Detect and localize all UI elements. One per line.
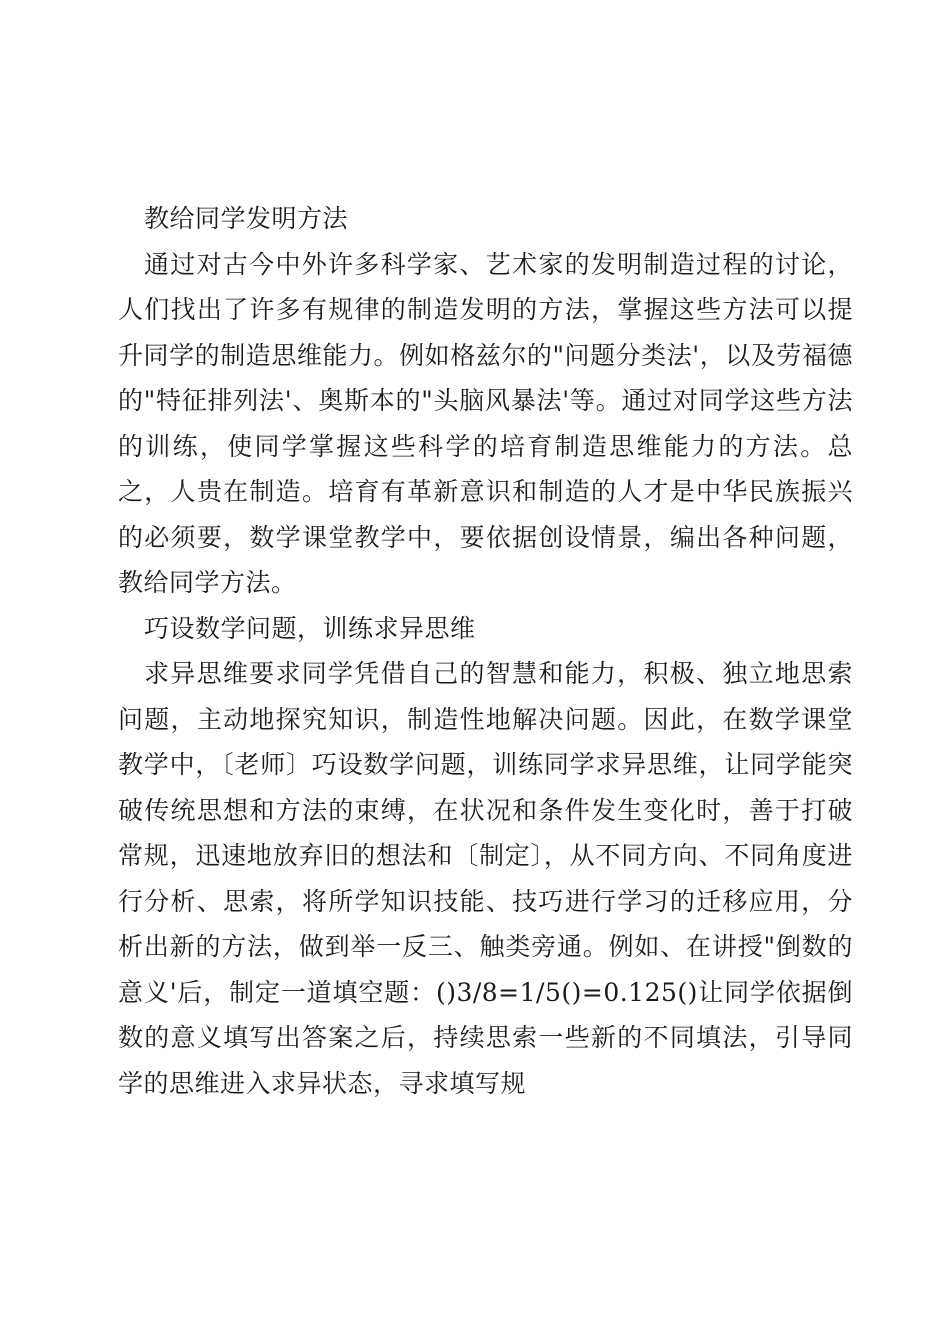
document-body (118, 196, 853, 1106)
section-heading-2: 巧设数学问题，训练求异思维 (144, 613, 476, 643)
section-heading-1: 教给同学发明方法 (144, 204, 349, 233)
section-paragraph-1: 通过对古今中外许多科学家、艺术家的发明制造过程的讨论，人们找出了许多有规律的制造发明的方法，掌握这些方法可以提升同学的制造思维能力。例如格兹尔的"问题分类法'，以及劳福德的"特征排列法'、奥斯本的"头脑风暴法'等。通过对同学这些方法的训练，使同学掌握这些科学的培育制造思维能力的方法。总之，人贵在制造。培育有革新意识和制造的人才是中华民族振兴的必须要，数学课堂教学中，要依据创设情景，编出各种问题，教给同学方法。 (118, 249, 853, 597)
section-paragraph-2: 求异思维要求同学凭借自己的智慧和能力，积极、独立地思索问题，主动地探究知识，制造性地解决问题。因此，在数学课堂教学中，〔老师〕巧设数学问题，训练同学求异思维，让同学能突破传统思想和方法的束缚，在状况和条件发生变化时，善于打破常规，迅速地放弃旧的想法和〔制定〕，从不同方向、不同角度进行分析、思索，将所学知识技能、技巧进行学习的迁移应用，分析出新的方法，做到举一反三、触类旁通。例如、在讲授"倒数的意义'后，制定一道填空题：()3/8=1/5()=0.125()让同学依据倒数的意义填写出答案之后，持续思索一些新的不同填法，引导同学的思维进入求异状态，寻求填写规 (118, 659, 853, 1098)
